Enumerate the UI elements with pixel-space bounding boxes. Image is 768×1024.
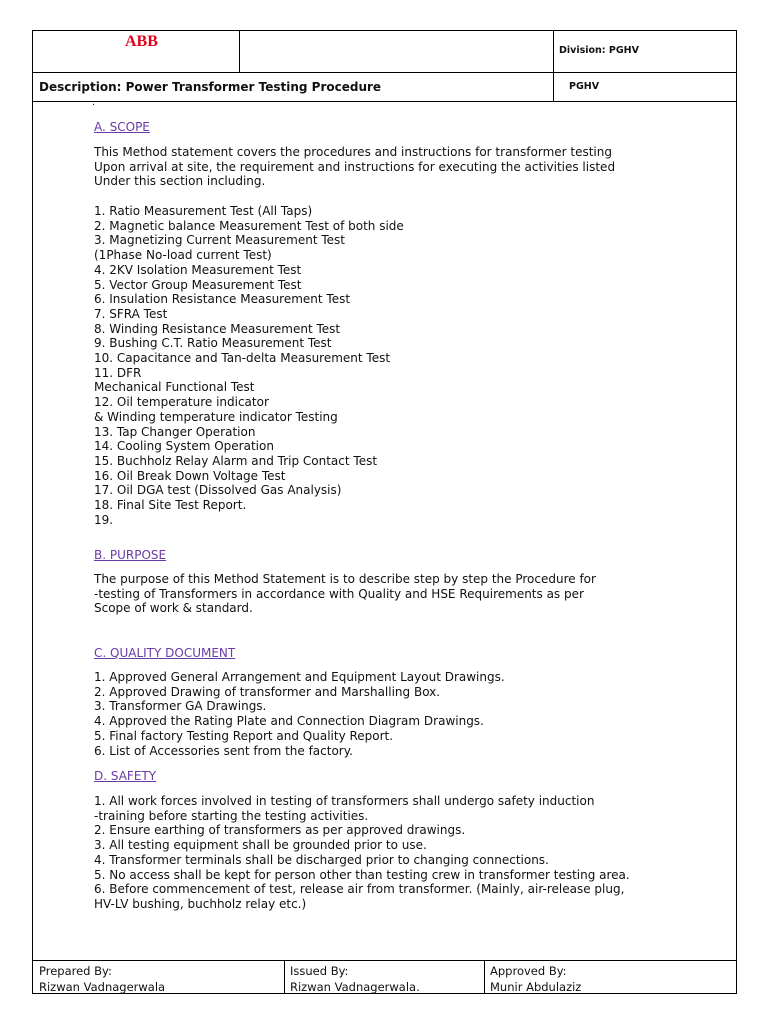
- prepared-by-label: Prepared By:: [39, 964, 112, 978]
- scope-intro: [94, 145, 615, 189]
- text-line: 10. Capacitance and Tan-delta Measurement Test: [94, 351, 391, 366]
- text-line: Scope of work & standard.: [94, 601, 253, 616]
- issued-by-cell: [284, 961, 484, 994]
- division-label: Division: PGHV: [559, 45, 639, 56]
- prepared-by-name: Rizwan Vadnagerwala: [39, 980, 166, 994]
- purpose-text: [94, 572, 596, 616]
- text-line: 2. Magnetic balance Measurement Test of both side: [94, 218, 404, 233]
- text-line: 1. Ratio Measurement Test (All Taps): [94, 204, 313, 218]
- text-line: Mechanical Functional Test: [94, 380, 255, 395]
- section-heading-safety: D. SAFETY: [94, 769, 157, 783]
- text-line: 18. Final Site Test Report.: [94, 498, 247, 513]
- quality-document-list: [94, 670, 505, 758]
- safety-list: [94, 794, 630, 912]
- text-line: 12. Oil temperature indicator: [94, 395, 269, 410]
- signature-footer: [33, 960, 736, 994]
- text-line: 3. All testing equipment shall be grounded prior to use.: [94, 838, 427, 853]
- text-line: 3. Magnetizing Current Measurement Test: [94, 233, 345, 248]
- text-line: 16. Oil Break Down Voltage Test: [94, 468, 286, 483]
- text-line: 11. DFR: [94, 365, 142, 380]
- scope-test-list: [94, 204, 404, 527]
- description-row: [33, 73, 736, 102]
- text-line: 5. Vector Group Measurement Test: [94, 277, 302, 292]
- document-description: Description: Power Transformer Testing Procedure: [39, 80, 382, 94]
- section-heading-purpose: B. PURPOSE: [94, 548, 167, 562]
- text-line: Upon arrival at site, the requirement and instructions for executing the activities listed: [94, 159, 616, 174]
- text-line: 5. Final factory Testing Report and Quality Report.: [94, 728, 394, 743]
- approved-by-label: Approved By:: [490, 964, 567, 978]
- text-line: 4. 2KV Isolation Measurement Test: [94, 262, 302, 277]
- text-line: 2. Ensure earthing of transformers as per approved drawings.: [94, 823, 466, 838]
- text-line: 9. Bushing C.T. Ratio Measurement Test: [94, 336, 332, 351]
- text-line: 19.: [94, 512, 114, 527]
- prepared-by-cell: [33, 961, 284, 994]
- text-line: Under this section including.: [94, 174, 266, 189]
- text-line: This Method statement covers the procedures and instructions for transformer testing: [94, 145, 612, 159]
- text-line: 4. Transformer terminals shall be discharged prior to changing connections.: [94, 852, 549, 867]
- header-divider: [239, 31, 240, 72]
- abb-logo: ABB: [125, 33, 158, 50]
- text-line: 6. List of Accessories sent from the factory.: [94, 743, 353, 758]
- text-line: (1Phase No-load current Test): [94, 248, 272, 263]
- text-line: 4. Approved the Rating Plate and Connection Diagram Drawings.: [94, 714, 484, 729]
- description-divider: [553, 73, 554, 101]
- text-line: HV-LV bushing, buchholz relay etc.): [94, 896, 307, 911]
- text-line: 5. No access shall be kept for person other than testing crew in transformer testing area.: [94, 867, 630, 882]
- text-line: 6. Before commencement of test, release air from transformer. (Mainly, air-release plug,: [94, 882, 625, 897]
- text-line: 1. Approved General Arrangement and Equipment Layout Drawings.: [94, 670, 505, 684]
- text-line: 2. Approved Drawing of transformer and Marshalling Box.: [94, 684, 441, 699]
- text-line: 3. Transformer GA Drawings.: [94, 699, 267, 714]
- text-line: The purpose of this Method Statement is to describe step by step the Procedure for: [94, 572, 596, 586]
- unit-label: PGHV: [569, 81, 600, 92]
- approved-by-cell: [484, 961, 736, 994]
- section-heading-scope: A. SCOPE: [94, 120, 150, 134]
- text-line: 14. Cooling System Operation: [94, 439, 274, 454]
- section-heading-quality-document: C. QUALITY DOCUMENT: [94, 646, 236, 660]
- text-line: -training before starting the testing activities.: [94, 808, 369, 823]
- issued-by-label: Issued By:: [290, 964, 349, 978]
- text-line: 17. Oil DGA test (Dissolved Gas Analysis): [94, 483, 342, 498]
- header-row: [33, 31, 736, 73]
- text-line: 6. Insulation Resistance Measurement Test: [94, 292, 351, 307]
- document-frame: [32, 30, 737, 994]
- text-line: 8. Winding Resistance Measurement Test: [94, 321, 341, 336]
- text-line: 15. Buchholz Relay Alarm and Trip Contact Test: [94, 453, 378, 468]
- text-line: 13. Tap Changer Operation: [94, 424, 256, 439]
- approved-by-name: Munir Abdulaziz: [490, 980, 582, 994]
- text-line: & Winding temperature indicator Testing: [94, 409, 338, 424]
- header-divider: [553, 31, 554, 72]
- text-line: -testing of Transformers in accordance with Quality and HSE Requirements as per: [94, 586, 584, 601]
- stray-mark: .: [92, 97, 96, 108]
- issued-by-name: Rizwan Vadnagerwala.: [290, 980, 420, 994]
- text-line: 1. All work forces involved in testing of transformers shall undergo safety induction: [94, 794, 595, 808]
- text-line: 7. SFRA Test: [94, 306, 168, 321]
